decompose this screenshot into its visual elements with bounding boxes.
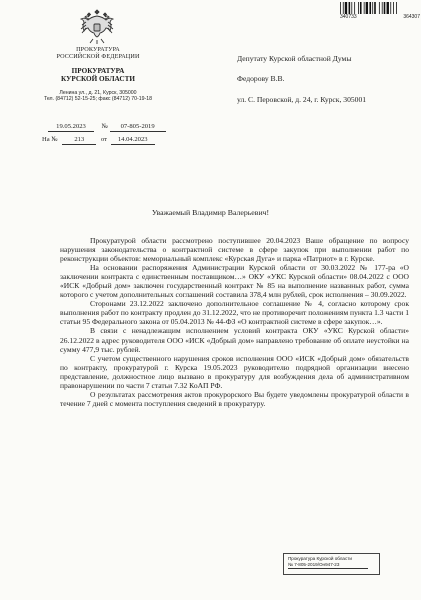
reference-label: На № (42, 136, 58, 143)
barcode-left-number: 340733 (340, 14, 357, 20)
paragraph-2: На основании распоряжения Администрации Курской области от 30.03.2022 № 177-ра «О заключении контракта с единственным поставщиком…» ОКУ «УКС Курской области» 08.04.2022 с ООО «ИСК «Добрый дом» заключен государственный контракт № 85 на выполнение названных работ, сумма которого с учетом дополнительных соглашений составила 378,4 млн рублей, срок исполнения – 30.09.2022. (60, 263, 409, 300)
office-name-line2: КУРСКОЙ ОБЛАСТИ (61, 75, 135, 84)
paragraph-6: О результатах рассмотрения актов прокурорского Вы будете уведомлены прокуратурой области в течение 7 дней с момента поступления сведений в прокуратуру. (60, 389, 409, 408)
sender-block (42, 46, 154, 103)
recipient-name: Федорову В.В. (237, 74, 285, 84)
registration-stamp (283, 553, 380, 575)
org-name-line2: РОССИЙСКОЙ ФЕДЕРАЦИИ (56, 53, 140, 61)
reference-from-label: от (100, 136, 108, 143)
recipient-address: ул. С. Перовской, д. 24, г. Курск, 305001 (237, 94, 367, 104)
registration-date: 19.05.2023 (48, 123, 94, 132)
salutation: Уважаемый Владимир Валерьевич! (151, 208, 270, 217)
barcode-right-number: 364307 (403, 14, 420, 20)
recipient-block (237, 54, 417, 115)
reference-number: 213 (62, 136, 96, 145)
sender-address: Ленина ул., д. 21, Курск, 305000 (59, 89, 137, 96)
paragraph-5: С учетом существенного нарушения сроков исполнения ООО «ИСК «Добрый дом» обязательств по контракту, прокуратурой г. Курска 19.05.2023 руководителю подрядной организации внесено представление, должностное лицо вызвано в прокуратуру для возбуждения дела об административном правонарушении по части 7 статьи 7.32 КоАП РФ. (60, 353, 409, 390)
stamp-line1: Прокуратура Курской области (288, 556, 352, 561)
stamp-line2: № 7-805-2019/Он947-23 (288, 562, 368, 569)
office-name-line1: ПРОКУРАТУРА (71, 66, 125, 75)
recipient-title: Депутату Курской областной Думы (237, 54, 352, 63)
registration-number-label: № (101, 123, 108, 130)
reference-row (42, 136, 155, 145)
org-name-line1: ПРОКУРАТУРА (76, 46, 120, 53)
registration-row (48, 123, 166, 132)
paragraph-3: Сторонами 23.12.2022 заключено дополнительное соглашение № 4, согласно которому срок выполнения работ по контракту продлен до 31.12.2022, что не противоречит положениям пункта 1.3 части 1 статьи 95 Федерального закона от 05.04.2013 № 44-ФЗ «О контрактной системе в сфере закупок…». (60, 299, 409, 327)
paragraph-4: В связи с ненадлежащим исполнением условий контракта ОКУ «УКС Курской области» 26.12.2022 в адрес руководителя ООО «ИСК «Добрый дом» направлено требование об оплате неустойки на сумму 477,9 тыс. рублей. (60, 326, 409, 354)
registration-number: 07-805-2019 (110, 123, 166, 132)
sender-phones: Тел. (84712) 52-15-25; факс (84712) 70-19-18 (43, 96, 153, 103)
letter-body (60, 236, 409, 408)
reference-date: 14.04.2023 (111, 136, 155, 145)
double-headed-eagle-emblem-icon (80, 6, 114, 46)
barcode-numbers (340, 14, 420, 20)
paragraph-1: Прокуратурой области рассмотрено поступившее 20.04.2023 Ваше обращение по вопросу нарушения законодательства о контрактной системе в сфере закупок при выполнении работ по реконструкции объектов: мемориальный комплекс «Курская Дуга» и парка «Патриот» в г. Курске. (60, 236, 409, 264)
barcode (340, 2, 420, 14)
